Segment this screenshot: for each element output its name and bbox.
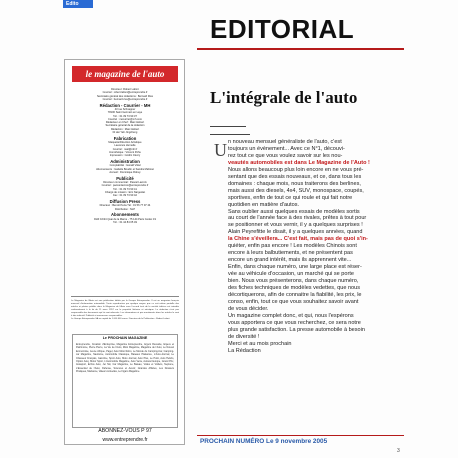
article-line: de vous décider. [228, 305, 269, 312]
masthead-column [64, 59, 185, 445]
article-line: décortiquerons, afin de connaitre la fiabilité, les prix, le [228, 291, 362, 298]
masthead-line: Rédaction : Marc Hébert [110, 127, 140, 131]
article-line: quotidien en matière d'autos. [228, 201, 300, 208]
masthead-section-title: Administration [110, 159, 140, 165]
footer-rule [197, 435, 404, 436]
article-line: conso, enfin, tout ce que vous souhaitez savoir avant [228, 298, 359, 305]
article-paragraph [228, 264, 403, 313]
article-line: sportives, enfin de tout ce qui roule et qui fait notre [228, 194, 353, 201]
masthead-section-title: Abonnements [111, 212, 139, 218]
article-line: veautés automobiles est dans Le Magazine de l'Auto ! [228, 159, 370, 166]
article-line: encore à leurs balbutiements, et ne présentent pas [228, 250, 353, 257]
masthead-line: Iconothèque : Vincent Pohu [109, 151, 141, 155]
masthead-section-title: Publicité [116, 175, 134, 181]
article-line: Sans oublier aussi quelques essais de modèles sortis [228, 208, 360, 215]
article-line: n nouveau mensuel généraliste de l'auto, c'est [228, 139, 342, 145]
masthead-line: Laurence Hurnelle [114, 144, 136, 148]
masthead-line: Fax : 01 39 73 90 42 [113, 194, 137, 198]
article-body [228, 139, 403, 355]
article-line: Enfin, dans chaque numéro, une large place est réser- [228, 264, 362, 271]
masthead-line: Rédacteur en Chef : Marc Hébert [105, 121, 145, 125]
masthead-line: DHF 16/24 Quai de la Marne - 75 144 Paris Cedex 19 [94, 217, 156, 221]
article-line: encore un grand intérêt, mais ils apprennent vite... [228, 257, 352, 264]
article-paragraph [228, 139, 403, 209]
masthead-line: Courriel : bernard.rive@entreprendre.fr [102, 97, 148, 101]
article-line: plus grande satisfaction. La presse automobile à besoin [228, 326, 365, 333]
article-line: Nous allons beaucoup plus loin encore en ne vous pré- [228, 166, 364, 173]
masthead-line: Impression : Cédric Clercy [109, 154, 141, 158]
legal-notice [71, 300, 179, 321]
article-line: vous apportera ce que vous recherchez, ce sera notre [228, 319, 361, 326]
masthead-line: Tél. : 01 39 73 90 37 [113, 114, 137, 118]
masthead-line: Distribution : NLP [114, 207, 136, 211]
masthead-line: Secrétaire général des rédactions : Bernard Rive [96, 94, 154, 98]
decorative-rule [210, 134, 250, 135]
article-line: domaines : chaque mois, nous traiterons des berlines, [228, 180, 361, 187]
masthead-line: Chargé de mission : Eric Nargeolet [104, 191, 146, 195]
article-line: mais aussi des diesels, 4x4, SUV, monospace, coupés, [228, 187, 364, 194]
article-line: Alain Peyrefitte le disait, il y a quelques années, quand [228, 229, 363, 236]
page-number: 3 [397, 448, 400, 454]
article-line: quiéter, enfin pas encore ! Les modèles Chinois sont [228, 243, 357, 250]
signoff-line: La Rédaction [228, 347, 261, 354]
masthead-section-title: Fabrication [113, 135, 137, 141]
masthead-line: 43 rue Schnapper [114, 107, 136, 111]
next-magazine-box [72, 334, 178, 428]
masthead-line: Tél. : 01 44 84 05 49 [113, 221, 137, 225]
article-paragraph [228, 313, 403, 341]
section-tab: Edito [63, 0, 93, 8]
masthead-line: Directeur : Benoît Peria Tél : 01 56 77 07 44 [99, 204, 151, 208]
masthead-line: Directeur commercial : Pascal Lacroix [103, 181, 147, 185]
website-link[interactable]: www.entreprendre.fr [102, 437, 148, 443]
next-magazine-text: Entreprendre, Création d'Entreprise, Magazine Entreprendre, Argent Réussite, Enjeux et Patrimoine, Pierre Pierre, La Vie de l'Auto, Moto Magazine, Magazine de l'Auto, Le Nouvel Economiste, Jeune Afrique, Pagel, Auto Moto Rétro, Le Monde du Camping-Car, Camping-car Magazine, Nautisme, Automobile Classique, Bateaux Plaisance, L'Auto-Journal, Le Chasseur Français, Gazoline, Sport Auto, Moto Journal, Auto Plus, Le Point, Auto Hebdo, Option Auto, Motor Sport, L'Automobile Magazine, Auto Verte, Autocar Europe, Grand Prix, Aviasport, Échos Auto, Jet Ski, Car Magazine, Le Bateau, Voiles et Voiliers, Neptune, L'Essentiel de l'Auto, Défense, Sciences et Avenir, Grandes Affaires, Les Dossiers Pratiques, Marianne, Valeurs Actuelles, Le Figaro Magazine. [76, 343, 174, 374]
masthead-line: Abonnements : Isabelle Boudin et Sandra Mahiout [96, 167, 154, 171]
masthead-line: Tél. : 01 39 73 90 41 [113, 187, 137, 191]
article-line: se positionner et vous vernir, il y a quelques surprises ! [228, 222, 363, 229]
masthead-credits [71, 88, 179, 224]
article-line: des fiches techniques de modèles vedettes, que nous [228, 285, 360, 292]
masthead-line: Accueil : Dominique Robuy [109, 171, 141, 175]
masthead-line: Courriel : mail@mh.fr [112, 147, 138, 151]
article-line: toujours un évènement... Avec ce N°1, découvi- [228, 145, 345, 152]
masthead-line: Courriel : robert.lafont@entreprendre.fr [102, 91, 148, 95]
masthead-line: Di Hei Yah Jingcheng [112, 131, 138, 135]
masthead-line: 78100 Saint Germain en Laye [107, 111, 143, 115]
article-paragraph [228, 209, 403, 265]
masthead-line: Directeur: Robert Lafont [111, 88, 139, 91]
article-line: la Chine s'éveillera... C'est fait, mais pas de quoi s'in- [228, 236, 368, 243]
page-heading: EDITORIAL [210, 14, 355, 44]
article-line: sentant que des essais nouveaux, et ce, dans tous les [228, 173, 362, 180]
decorative-rule [210, 126, 246, 127]
magazine-logo: le magazine de l'auto [72, 66, 178, 82]
article-line: rez tout ce que vous voulez savoir sur les nou- [228, 152, 343, 159]
legal-text: Le Magazine de l'Auto est une publication éditée par le Groupe Entreprendre. Il est un magazine français mensuel d'information automobile. Toute reproduction par quelque moyen que ce soit même partielle des articles et photos publiés dans le Magazine de l'Auto sans l'accord écrit de la société éditrice est interdite conformément à la loi du 11 mars 1957 sur la propriété littéraire et artistique. La rédaction n'est pas responsable des documents qui lui sont adressés. Les informations et prix mentionnés dans les articles le sont à titre indicatif. Publicité et annonceurs responsables. [71, 300, 179, 317]
legal-divider [71, 296, 179, 297]
next-issue-date: PROCHAIN NUMÉRO Le 9 novembre 2005 [200, 438, 328, 445]
next-magazine-title: Le PROCHAIN MAGAZINE [102, 336, 148, 340]
article-line: bien. Nous vous présenterons, dans chaque numéro, [228, 278, 359, 285]
masthead-line: Comptabilité : Gérald Vidal [109, 164, 141, 168]
article-signoff [228, 341, 403, 355]
masthead-section-title: Rédaction - Courrier - MH [99, 102, 151, 108]
article-title: L'intégrale de l'auto [210, 88, 358, 107]
article-line: Un magazine complet donc, et qui, nous l'espérons [228, 312, 354, 319]
signoff-line: Merci et au mois prochain [228, 340, 292, 347]
masthead-line: Courriel : paccal.lacroix@entreprendre.fr [101, 184, 149, 188]
article-line: au court de l'année face à des rivales, prêtes à tout pour [228, 215, 367, 222]
masthead-line: Secrétaire général de la rédaction [105, 124, 145, 128]
masthead-line: Maquette/Direction Artistique [108, 141, 142, 145]
legal-extra: Le Groupe Entreprendre SA au capital de 1 000 000 euros. Directeur de la Publication : Robert Lafont. [71, 318, 170, 321]
masthead-line: Courriel : mcourrier@mh.com [107, 117, 143, 121]
heading-rule [197, 48, 404, 50]
masthead-section-title: Diffusion Press [109, 199, 141, 204]
drop-cap: U [214, 140, 227, 160]
article-line: de diversité ! [228, 333, 260, 340]
article-line: vée au véhicule d'occasion, un marché qui se porte [228, 271, 354, 278]
subscribe-callout: ABONNEZ-VOUS P 97 [98, 428, 152, 434]
